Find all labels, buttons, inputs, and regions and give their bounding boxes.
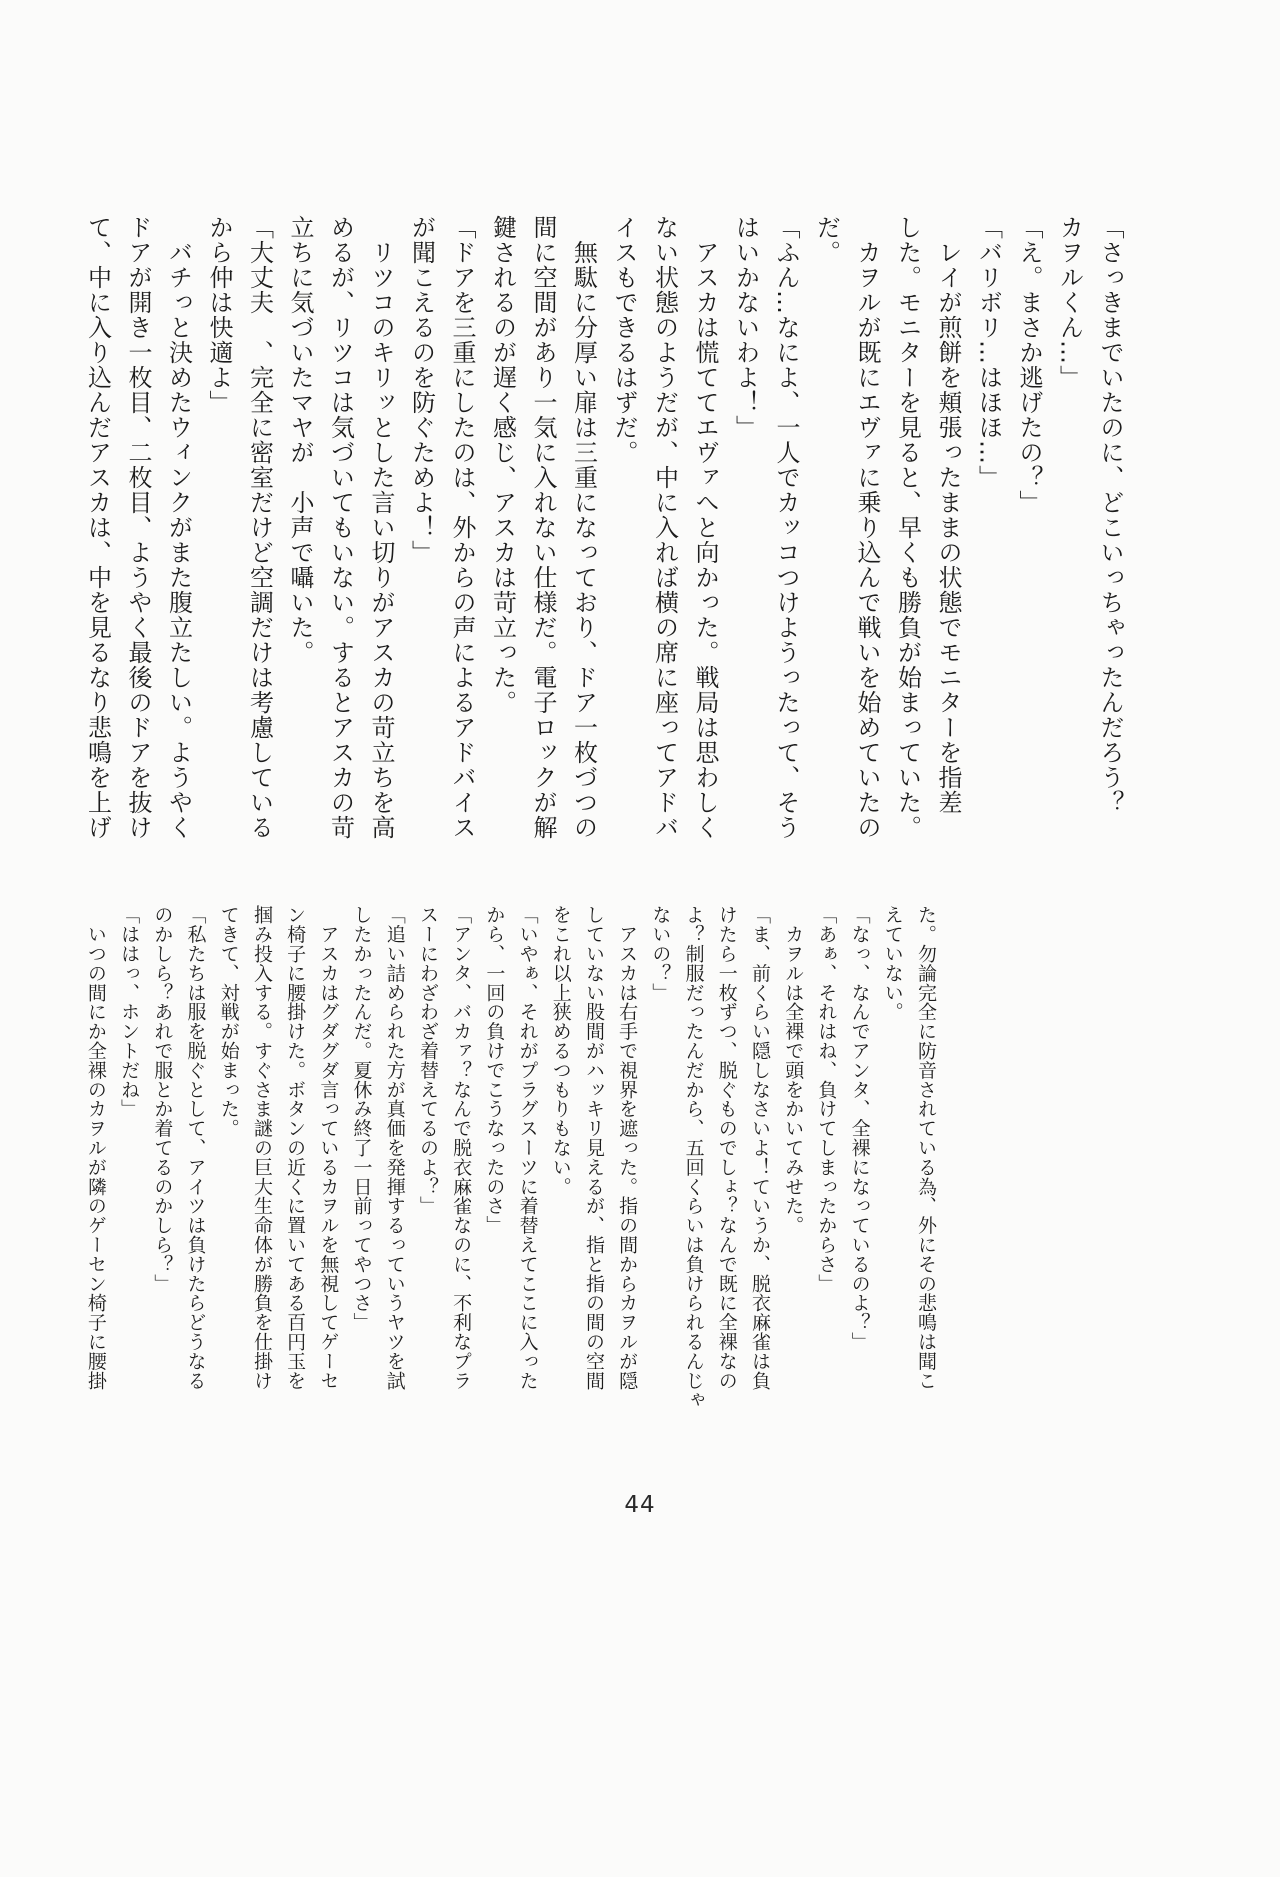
- text-column: カヲルくん…」: [1055, 215, 1084, 390]
- text-column: だ。: [812, 215, 841, 265]
- text-column: 間に空間があり一気に入れない仕様だ。電子ロックが解: [529, 215, 557, 840]
- text-column: バチっと決めたウィンクがまた腹立たしい。ようやく: [164, 215, 193, 840]
- text-column: 立ちに気づいたマヤが 小声で囁いた。: [286, 215, 314, 665]
- text-column: アスカは右手で視界を遮った。指の間からカヲルが隠: [616, 905, 639, 1390]
- text-column: めるが、リツコは気づいてもいない。するとアスカの苛: [326, 215, 355, 840]
- text-column: 「アンタ、バカァ？なんで脱衣麻雀なのに、不利なプラ: [450, 905, 473, 1390]
- bottom-text-block: [79, 905, 942, 1410]
- text-column: えていない。: [881, 905, 904, 1022]
- text-column: が聞こえるのを防ぐためよ！」: [407, 215, 436, 565]
- text-column: よ？制服だったんだから、五回くらいは負けられるんじゃ: [682, 905, 705, 1410]
- text-column: 「バリボリ…はほほ…」: [974, 215, 1003, 490]
- top-text-block: [77, 215, 1130, 883]
- text-column: てきて、対戦が始まった。: [217, 905, 240, 1138]
- text-column: 「ふん…なによ、一人でカッコつけようったって、そう: [772, 215, 800, 840]
- text-column: 「なっ、なんでアンタ、全裸になっているのよ？」: [848, 905, 871, 1352]
- text-column: から、一回の負けでこうなったのさ」: [483, 905, 506, 1235]
- text-column: アスカは慌ててエヴァへと向かった。戦局は思わしく: [691, 215, 719, 840]
- text-column: 「あぁ、それはね、負けてしまったからさ」: [815, 905, 838, 1293]
- text-column: 「ドアを三重にしたのは、外からの声によるアドバイス: [448, 215, 476, 840]
- text-column: 「さっきまでいたのに、どこいっちゃったんだろう？: [1096, 215, 1124, 815]
- text-column: カヲルは全裸で頭をかいてみせた。: [782, 905, 805, 1235]
- text-column: 鍵されるのが遅く感じ、アスカは苛立った。: [488, 215, 517, 715]
- text-column: いつの間にか全裸のカヲルが隣のゲーセン椅子に腰掛: [84, 905, 107, 1390]
- text-column: 掴み投入する。すぐさま謎の巨大生命体が勝負を仕掛け: [250, 905, 273, 1390]
- text-column: リツコのキリッとした言い切りがアスカの苛立ちを高: [367, 215, 395, 840]
- text-column: していない股間がハッキリ見えるが、指と指の間の空間: [582, 905, 605, 1390]
- text-column: したかったんだ。夏休み終了一日前ってやつさ」: [350, 905, 373, 1332]
- text-column: 「追い詰められた方が真価を発揮するっていうヤツを試: [383, 905, 406, 1390]
- text-column: 無駄に分厚い扉は三重になっており、ドア一枚づつの: [569, 215, 598, 840]
- text-column: スーにわざわざ着替えてるのよ？」: [416, 905, 439, 1216]
- text-column: イスもできるはずだ。: [610, 215, 638, 465]
- text-column: けたら一枚ずつ、脱ぐものでしょ？なんで既に全裸なの: [715, 905, 738, 1390]
- text-column: て、中に入り込んだアスカは、中を見るなり悲鳴を上げ: [83, 215, 112, 840]
- text-column: ドアが開き一枚目、二枚目、ようやく最後のドアを抜け: [124, 215, 152, 840]
- text-column: 「大丈夫 、完全に密室だけど空調だけは考慮している: [245, 215, 274, 840]
- text-column: をこれ以上狭めるつもりもない。: [549, 905, 572, 1196]
- text-column: 「ま、前くらい隠しなさいよ！ていうか、脱衣麻雀は負: [748, 905, 771, 1390]
- text-column: した。モニターを見ると、早くも勝負が始まっていた。: [893, 215, 922, 840]
- text-column: た。勿論完全に防音されている為、外にその悲鳴は聞こ: [915, 905, 937, 1390]
- text-column: 「え。まさか逃げたの？」: [1015, 215, 1043, 515]
- text-column: 「いやぁ、それがプラグスーツに着替えてここに入った: [516, 905, 539, 1390]
- text-column: ないの？」: [649, 905, 672, 1002]
- text-column: 「私たちは服を脱ぐとして、アイツは負けたらどうなる: [184, 905, 207, 1390]
- page-number: 44: [624, 1492, 656, 1518]
- text-column: はいかないわよ！」: [731, 215, 760, 440]
- text-column: のかしら？あれで服とか着てるのかしら？」: [151, 905, 174, 1293]
- text-column: カヲルが既にエヴァに乗り込んで戦いを始めていたの: [853, 215, 881, 840]
- text-column: ン椅子に腰掛けた。ボタンの近くに置いてある百円玉を: [284, 905, 307, 1390]
- text-column: アスカはグダグダ言っているカヲルを無視してゲーセ: [317, 905, 340, 1390]
- text-column: から仲は快適よ」: [205, 215, 233, 415]
- text-column: レイが煎餅を頬張ったままの状態でモニターを指差: [934, 215, 962, 815]
- text-column: ない状態のようだが、中に入れば横の席に座ってアドバ: [650, 215, 679, 840]
- text-column: 「ははっ、ホントだね」: [118, 905, 141, 1119]
